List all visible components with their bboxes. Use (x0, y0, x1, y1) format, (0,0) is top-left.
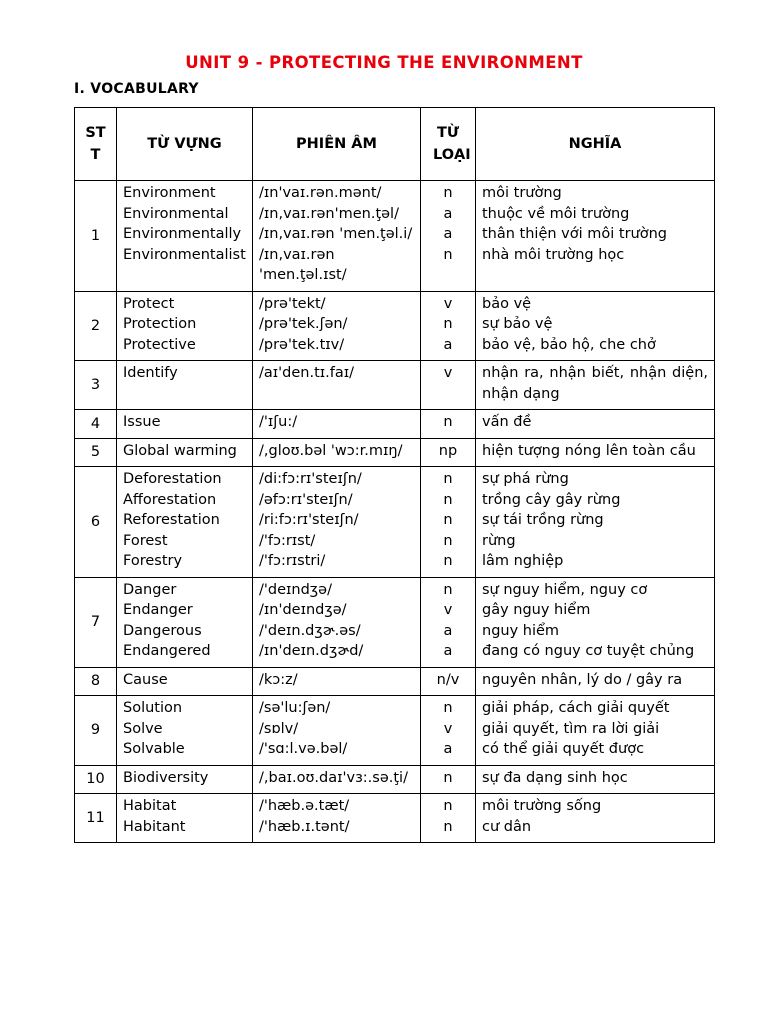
vocab-word: Forestry (123, 553, 183, 569)
meaning-text: thân thiện với môi trường (482, 226, 668, 242)
table-row (75, 577, 715, 667)
table-row (75, 438, 715, 467)
row-number: 7 (75, 577, 117, 667)
ipa-cell (253, 765, 421, 794)
meaning-text: sự bảo vệ (482, 316, 553, 332)
pos-cell (421, 577, 476, 667)
vocab-word: Endanger (123, 602, 193, 618)
phonetic: /'sɑ:l.və.bəl/ (259, 741, 348, 757)
pos-cell (421, 361, 476, 410)
section-heading: I. VOCABULARY (74, 81, 199, 97)
row-number: 2 (75, 291, 117, 361)
phonetic: /'fɔ:rɪst/ (259, 532, 316, 549)
vocab-word: Environment (123, 185, 216, 201)
vocab-word: Identify (123, 365, 178, 381)
vocab-word: Protection (123, 316, 197, 332)
ipa-cell (253, 181, 421, 292)
header-meaning: NGHĨA (476, 108, 715, 181)
phonetic: /ɪn,vaɪ.rən 'men.ţəl.i/ (259, 226, 413, 242)
word-cell (117, 696, 253, 766)
word-cell (117, 361, 253, 410)
meaning-text: sự phá rừng (482, 471, 569, 487)
word-class: n/v (436, 671, 460, 688)
word-class: n (443, 532, 453, 549)
vocabulary-table (74, 107, 715, 843)
vocab-word: Habitat (123, 798, 177, 814)
meaning-text: sự đa dạng sinh học (482, 769, 628, 786)
table-row (75, 794, 715, 843)
word-class: a (443, 643, 453, 659)
table-row (75, 291, 715, 361)
table-row (75, 696, 715, 766)
phonetic: /sə'lu:ʃən/ (259, 700, 331, 716)
row-number: 5 (75, 438, 117, 467)
meaning-text: đang có nguy cơ tuyệt chủng (482, 643, 695, 659)
phonetic: /ɪn'deɪn.dʒɚd/ (259, 643, 364, 659)
meaning-cell (476, 667, 715, 696)
phonetic: /ɪn,vaɪ.rən 'men.ţəl.ɪst/ (259, 246, 347, 283)
meaning-text: giải pháp, cách giải quyết (482, 700, 670, 716)
phonetic: /aɪ'den.tɪ.faɪ/ (259, 365, 355, 381)
row-number: 3 (75, 361, 117, 410)
meaning-text: gây nguy hiểm (482, 602, 591, 618)
meaning-text: trồng cây gây rừng (482, 491, 621, 508)
phonetic: /prə'tek.tɪv/ (259, 336, 345, 353)
word-class: n (443, 471, 453, 487)
meaning-text: môi trường sống (482, 798, 602, 814)
word-class: v (443, 365, 453, 381)
word-cell (117, 438, 253, 467)
word-cell (117, 667, 253, 696)
row-number: 1 (75, 181, 117, 292)
meaning-text: thuộc về môi trường (482, 205, 630, 222)
vocab-word: Forest (123, 532, 168, 549)
row-number: 11 (75, 794, 117, 843)
row-number: 10 (75, 765, 117, 794)
word-class: a (443, 622, 453, 639)
meaning-text: môi trường (482, 185, 562, 201)
row-number: 8 (75, 667, 117, 696)
ipa-cell (253, 410, 421, 439)
phonetic: /'ɪʃu:/ (259, 414, 298, 430)
meaning-text: nhà môi trường học (482, 246, 625, 263)
meaning-cell (476, 577, 715, 667)
word-class: n (443, 491, 453, 508)
meaning-text: lâm nghiệp (482, 553, 564, 569)
meaning-text: hiện tượng nóng lên toàn cầu (482, 442, 696, 459)
word-class: n (443, 581, 453, 598)
vocab-word: Protect (123, 295, 175, 312)
pos-cell (421, 291, 476, 361)
ipa-cell (253, 361, 421, 410)
vocab-word: Global warming (123, 442, 237, 459)
meaning-text: nguy hiểm (482, 622, 560, 639)
meaning-cell (476, 794, 715, 843)
table-row (75, 667, 715, 696)
phonetic: /'hæb.ə.tæt/ (259, 798, 350, 814)
vocab-word: Solve (123, 720, 163, 737)
phonetic: /'deɪndʒə/ (259, 581, 332, 598)
vocab-word: Solvable (123, 741, 185, 757)
table-row (75, 467, 715, 578)
vocab-word: Endangered (123, 643, 211, 659)
meaning-text: nhận ra, nhận biết, nhận diện, nhận dạng (482, 365, 708, 402)
meaning-text: nguyên nhân, lý do / gây ra (482, 671, 683, 688)
word-class: np (438, 442, 458, 459)
meaning-text: sự nguy hiểm, nguy cơ (482, 581, 648, 598)
word-class: n (443, 818, 453, 835)
row-number: 6 (75, 467, 117, 578)
meaning-cell (476, 765, 715, 794)
word-cell (117, 467, 253, 578)
pos-cell (421, 438, 476, 467)
ipa-cell (253, 577, 421, 667)
phonetic: /ɪn,vaɪ.rən'men.ţəl/ (259, 205, 399, 222)
vocab-word: Biodiversity (123, 769, 209, 786)
phonetic: /,baɪ.oʊ.daɪ'vɜ:.sə.ţi/ (259, 769, 408, 786)
vocab-word: Environmentally (123, 226, 242, 242)
ipa-cell (253, 667, 421, 696)
meaning-cell (476, 361, 715, 410)
meaning-text: có thể giải quyết được (482, 741, 645, 757)
phonetic: /kɔ:z/ (259, 671, 298, 688)
word-class: v (443, 720, 453, 737)
ipa-cell (253, 696, 421, 766)
word-class: a (443, 226, 453, 242)
word-class: v (443, 295, 453, 312)
table-row (75, 410, 715, 439)
meaning-text: rừng (482, 532, 516, 549)
word-cell (117, 765, 253, 794)
phonetic: /əfɔ:rɪ'steɪʃn/ (259, 491, 353, 508)
phonetic: /,gloʊ.bəl 'wɔ:r.mɪŋ/ (259, 442, 403, 459)
phonetic: /'hæb.ɪ.tənt/ (259, 818, 350, 835)
phonetic: /sɒlv/ (259, 720, 299, 737)
table-row (75, 361, 715, 410)
meaning-cell (476, 181, 715, 292)
vocab-word: Habitant (123, 818, 186, 835)
header-word: TỪ VỰNG (117, 108, 253, 181)
vocabulary-rows (75, 181, 715, 843)
word-cell (117, 291, 253, 361)
meaning-text: sự tái trồng rừng (482, 512, 604, 528)
vocab-word: Protective (123, 336, 196, 353)
phonetic: /di:fɔ:rɪ'steɪʃn/ (259, 471, 362, 487)
meaning-text: bảo vệ (482, 295, 532, 312)
vocab-word: Issue (123, 414, 161, 430)
word-cell (117, 577, 253, 667)
meaning-text: vấn đề (482, 414, 532, 430)
table-header-row (75, 108, 715, 181)
word-class: a (443, 741, 453, 757)
word-cell (117, 181, 253, 292)
vocab-word: Environmental (123, 205, 229, 222)
header-pos: TỪ LOẠI (421, 108, 476, 181)
ipa-cell (253, 467, 421, 578)
word-class: a (443, 205, 453, 222)
word-cell (117, 794, 253, 843)
vocab-word: Danger (123, 581, 177, 598)
pos-cell (421, 696, 476, 766)
word-class: a (443, 336, 453, 353)
header-ipa: PHIÊN ÂM (253, 108, 421, 181)
meaning-cell (476, 291, 715, 361)
word-class: n (443, 700, 453, 716)
word-class: n (443, 246, 453, 263)
page-title: UNIT 9 - PROTECTING THE ENVIRONMENT (185, 53, 583, 72)
pos-cell (421, 667, 476, 696)
meaning-cell (476, 410, 715, 439)
ipa-cell (253, 291, 421, 361)
table-row (75, 181, 715, 292)
ipa-cell (253, 438, 421, 467)
phonetic: /prə'tekt/ (259, 295, 326, 312)
row-number: 4 (75, 410, 117, 439)
word-class: n (443, 512, 453, 528)
word-class: n (443, 798, 453, 814)
row-number: 9 (75, 696, 117, 766)
vocab-word: Environmentalist (123, 246, 246, 263)
meaning-text: cư dân (482, 818, 532, 835)
meaning-cell (476, 696, 715, 766)
vocab-word: Cause (123, 671, 168, 688)
phonetic: /prə'tek.ʃən/ (259, 316, 348, 332)
pos-cell (421, 410, 476, 439)
meaning-cell (476, 438, 715, 467)
table-row (75, 765, 715, 794)
phonetic: /ɪn'deɪndʒə/ (259, 602, 347, 618)
vocab-word: Reforestation (123, 512, 220, 528)
vocab-word: Solution (123, 700, 183, 716)
pos-cell (421, 181, 476, 292)
meaning-cell (476, 467, 715, 578)
vocab-word: Dangerous (123, 622, 202, 639)
phonetic: /ri:fɔ:rɪ'steɪʃn/ (259, 512, 359, 528)
meaning-text: bảo vệ, bảo hộ, che chở (482, 336, 656, 353)
ipa-cell (253, 794, 421, 843)
word-class: n (443, 769, 453, 786)
vocab-word: Afforestation (123, 491, 217, 508)
phonetic: /'deɪn.dʒɚ.əs/ (259, 622, 361, 639)
word-class: n (443, 553, 453, 569)
pos-cell (421, 794, 476, 843)
word-class: n (443, 185, 453, 201)
phonetic: /ɪn'vaɪ.rən.mənt/ (259, 185, 382, 201)
pos-cell (421, 765, 476, 794)
pos-cell (421, 467, 476, 578)
vocab-word: Deforestation (123, 471, 222, 487)
meaning-text: giải quyết, tìm ra lời giải (482, 720, 660, 737)
word-class: n (443, 414, 453, 430)
word-class: v (443, 602, 453, 618)
word-cell (117, 410, 253, 439)
header-stt: STT (75, 108, 117, 181)
phonetic: /'fɔ:rɪstri/ (259, 553, 326, 569)
word-class: n (443, 316, 453, 332)
